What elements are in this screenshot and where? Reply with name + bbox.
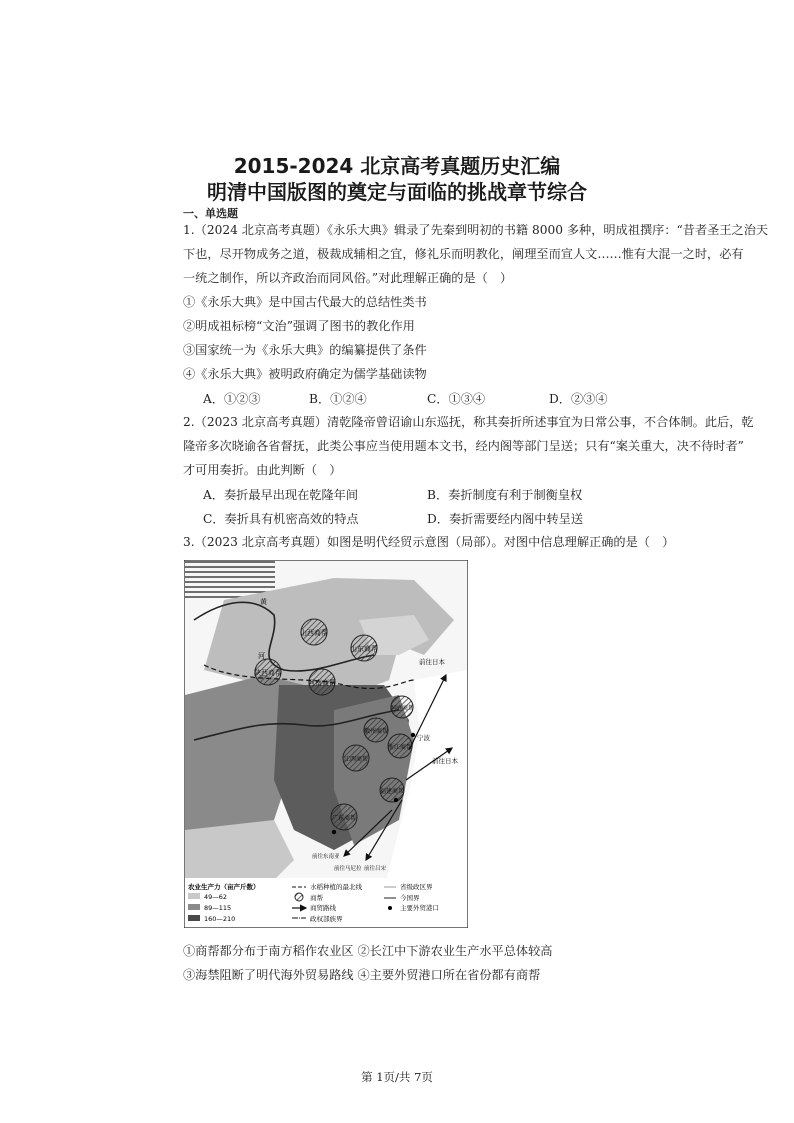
q2-stem-line-1: 2.（2023 北京高考真题）清乾隆帝曾诏谕山东巡抚，称其奏折所述事宜为日常公事，不合体制。此后，乾 [183,415,754,429]
legend-border: 今国界 [400,894,420,902]
merchant-jiangxi [343,745,369,771]
port-guangzhou [332,830,336,834]
merchant-shaanxi [254,659,282,685]
q1-stem-line-1: 1.（2024 北京高考真题）《永乐大典》辑录了先秦到明初的书籍 8000 多种，明成祖撰序：“昔者圣王之治天 [183,223,769,237]
label-west: 前往东南亚 [312,854,340,860]
legend-port: 主要外贸港口 [400,904,439,912]
legend-swatch-low [188,893,200,899]
svg-text:陕西商帮: 陕西商帮 [254,669,282,677]
svg-text:山东商帮: 山东商帮 [350,645,378,653]
port-fujian [394,798,398,802]
label-south: 前往马尼拉 [334,866,362,872]
legend-port-icon [388,906,392,910]
q3-stem-line-1: 3.（2023 北京高考真题）如图是明代经贸示意图（局部）。对图中信息理解正确的是（ ） [183,535,675,549]
label-he: 河 [258,652,265,660]
merchant-shanxi [300,619,328,645]
label-ningbo: 宁波 [417,734,430,742]
q1-item-3: ③国家统一为《永乐大典》的编纂提供了条件 [183,343,427,357]
legend-merchant: 商帮 [310,894,323,902]
legend-range-high: 160—210 [204,915,236,923]
legend-range-low: 49—62 [204,893,228,901]
q2-option-d: D．奏折需要经内阁中转呈送 [427,512,584,526]
q2-option-a: A．奏折最早出现在乾隆年间 [203,488,359,502]
merchant-dongting [390,696,414,718]
q3-items-line-1: ①商帮都分布于南方稻作农业区 ②长江中下游农业生产水平总体较高 [183,944,553,958]
svg-text:福建商帮: 福建商帮 [379,788,405,795]
legend-rice: 水稻种植的最北线 [310,883,362,891]
legend-political: 政权部族界 [310,915,343,923]
svg-text:洞庭商帮: 洞庭商帮 [389,705,415,712]
ming-trade-map [184,560,468,928]
q1-stem-line-3: 一统之制作，所以齐政治而同风俗。”对此理解正确的是（ ） [183,271,513,285]
label-japan-2: 前往日本 [432,757,458,765]
q1-option-c: C．①③④ [427,392,486,406]
q1-stem-line-2: 下也，尽开物成务之道，极裁成辅相之宜，修礼乐而明教化，阐理至而宣人文……惟有大混一之时，必有 [183,247,744,261]
document-title: 2015-2024 北京高考真题历史汇编 [233,154,561,178]
legend-range-mid: 89—115 [204,904,232,912]
q1-option-a: A．①②③ [203,392,261,406]
merchant-zhejiang [388,734,412,758]
q1-item-1: ①《永乐大典》是中国古代最大的总结性类书 [183,295,427,309]
q2-option-b: B．奏折制度有利于制衡皇权 [427,488,583,502]
svg-text:河南商帮: 河南商帮 [308,679,336,687]
q1-item-2: ②明成祖标榜“文治”强调了图书的教化作用 [183,319,415,333]
merchant-shandong [350,635,378,661]
section-heading: 一、单选题 [183,207,238,220]
q1-item-4: ④《永乐大典》被明政府确定为儒学基础读物 [183,367,427,381]
svg-text:徽州商帮: 徽州商帮 [363,728,389,735]
merchant-huizhou [364,718,388,742]
merchant-fujian [380,778,404,802]
q2-option-c: C．奏折具有机密高效的特点 [203,512,359,526]
legend-swatch-mid [188,904,200,910]
page-footer: 第 1页/共 7页 [361,1070,433,1084]
port-ningbo [411,733,415,737]
label-south2: 前往吕宋 [364,866,387,872]
q1-option-b: B．①②④ [309,392,367,406]
q2-stem-line-3: 才可用奏折。由此判断（ ） [183,463,342,477]
svg-text:浙江商帮: 浙江商帮 [387,744,413,751]
legend-merchant-icon [295,893,303,901]
legend-province: 省级政区界 [400,883,433,891]
merchant-guangdong [331,804,357,830]
q3-items-line-2: ③海禁阻断了明代海外贸易路线 ④主要外贸港口所在省份都有商帮 [183,968,541,982]
legend-route: 商贸路线 [310,904,336,912]
merchant-henan [308,669,336,695]
document-subtitle: 明清中国版图的奠定与面临的挑战章节综合 [207,180,587,204]
label-japan-1: 前往日本 [419,658,445,666]
q2-stem-line-2: 隆帝多次晓谕各省督抚，此类公事应当使用题本文书，经内阁等部门呈送；只有“案关重大，决不待时者” [183,439,744,453]
svg-text:江西商帮: 江西商帮 [343,756,369,763]
q1-option-d: D．②③④ [549,392,608,406]
legend-title: 农业生产力（亩产斤数） [188,883,260,891]
svg-text:广东商帮: 广东商帮 [331,815,357,822]
label-huang: 黄 [260,598,267,606]
legend-swatch-high [188,915,200,921]
svg-text:山西商帮: 山西商帮 [300,629,328,637]
